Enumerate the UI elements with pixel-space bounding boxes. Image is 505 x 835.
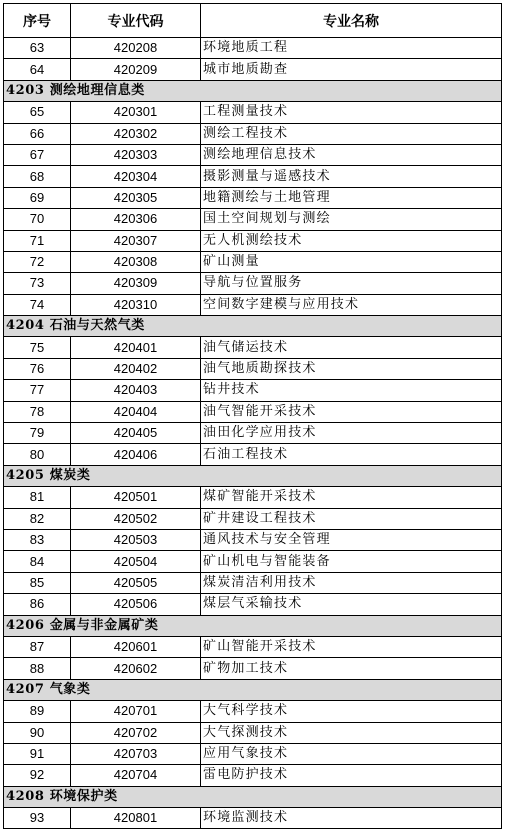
table-row bbox=[4, 508, 502, 529]
table-row bbox=[4, 59, 502, 80]
category-row bbox=[4, 615, 502, 636]
category-label: 4208 环境保护类 bbox=[4, 786, 502, 807]
name-cell: 雷电防护技术 bbox=[201, 765, 502, 786]
table-row bbox=[4, 230, 502, 251]
name-cell: 国土空间规划与测绘 bbox=[201, 209, 502, 230]
category-row bbox=[4, 786, 502, 807]
seq-cell: 91 bbox=[4, 743, 71, 764]
seq-cell: 72 bbox=[4, 251, 71, 272]
name-cell: 矿山测量 bbox=[201, 251, 502, 272]
code-cell: 420301 bbox=[71, 102, 201, 123]
table-row bbox=[4, 808, 502, 829]
name-cell: 煤层气采输技术 bbox=[201, 594, 502, 615]
name-cell: 石油工程技术 bbox=[201, 444, 502, 465]
table-row bbox=[4, 187, 502, 208]
seq-cell: 77 bbox=[4, 380, 71, 401]
table-row bbox=[4, 294, 502, 315]
category-row bbox=[4, 679, 502, 700]
seq-cell: 86 bbox=[4, 594, 71, 615]
code-cell: 420403 bbox=[71, 380, 201, 401]
seq-cell: 82 bbox=[4, 508, 71, 529]
table-row bbox=[4, 444, 502, 465]
name-cell: 通风技术与安全管理 bbox=[201, 529, 502, 550]
seq-cell: 79 bbox=[4, 423, 71, 444]
name-cell: 矿山智能开采技术 bbox=[201, 636, 502, 657]
seq-cell: 92 bbox=[4, 765, 71, 786]
seq-cell: 80 bbox=[4, 444, 71, 465]
code-cell: 420501 bbox=[71, 487, 201, 508]
table-row bbox=[4, 166, 502, 187]
table-row bbox=[4, 636, 502, 657]
name-cell: 工程测量技术 bbox=[201, 102, 502, 123]
seq-cell: 76 bbox=[4, 358, 71, 379]
table-row bbox=[4, 765, 502, 786]
code-cell: 420704 bbox=[71, 765, 201, 786]
name-cell: 大气探测技术 bbox=[201, 722, 502, 743]
name-cell: 摄影测量与遥感技术 bbox=[201, 166, 502, 187]
header-seq: 序号 bbox=[4, 4, 71, 38]
code-cell: 420303 bbox=[71, 144, 201, 165]
seq-cell: 63 bbox=[4, 38, 71, 59]
name-cell: 油气地质勘探技术 bbox=[201, 358, 502, 379]
table-row bbox=[4, 209, 502, 230]
category-row bbox=[4, 80, 502, 101]
table-row bbox=[4, 701, 502, 722]
table-row bbox=[4, 722, 502, 743]
code-cell: 420304 bbox=[71, 166, 201, 187]
code-cell: 420505 bbox=[71, 572, 201, 593]
header-code: 专业代码 bbox=[71, 4, 201, 38]
seq-cell: 64 bbox=[4, 59, 71, 80]
category-label: 4205 煤炭类 bbox=[4, 465, 502, 486]
seq-cell: 73 bbox=[4, 273, 71, 294]
category-label: 4207 气象类 bbox=[4, 679, 502, 700]
code-cell: 420404 bbox=[71, 401, 201, 422]
table-row bbox=[4, 337, 502, 358]
code-cell: 420801 bbox=[71, 808, 201, 829]
table-row bbox=[4, 358, 502, 379]
seq-cell: 65 bbox=[4, 102, 71, 123]
table-row bbox=[4, 401, 502, 422]
code-cell: 420502 bbox=[71, 508, 201, 529]
name-cell: 环境地质工程 bbox=[201, 38, 502, 59]
code-cell: 420504 bbox=[71, 551, 201, 572]
code-cell: 420208 bbox=[71, 38, 201, 59]
name-cell: 地籍测绘与土地管理 bbox=[201, 187, 502, 208]
seq-cell: 84 bbox=[4, 551, 71, 572]
table-row bbox=[4, 273, 502, 294]
code-cell: 420305 bbox=[71, 187, 201, 208]
seq-cell: 68 bbox=[4, 166, 71, 187]
code-cell: 420309 bbox=[71, 273, 201, 294]
name-cell: 应用气象技术 bbox=[201, 743, 502, 764]
seq-cell: 88 bbox=[4, 658, 71, 679]
seq-cell: 71 bbox=[4, 230, 71, 251]
code-cell: 420402 bbox=[71, 358, 201, 379]
table-header bbox=[4, 4, 502, 38]
name-cell: 煤矿智能开采技术 bbox=[201, 487, 502, 508]
seq-cell: 93 bbox=[4, 808, 71, 829]
table-row bbox=[4, 529, 502, 550]
seq-cell: 70 bbox=[4, 209, 71, 230]
name-cell: 城市地质勘查 bbox=[201, 59, 502, 80]
seq-cell: 78 bbox=[4, 401, 71, 422]
name-cell: 矿山机电与智能装备 bbox=[201, 551, 502, 572]
table-row bbox=[4, 594, 502, 615]
seq-cell: 75 bbox=[4, 337, 71, 358]
name-cell: 油气智能开采技术 bbox=[201, 401, 502, 422]
category-row bbox=[4, 316, 502, 337]
table-row bbox=[4, 572, 502, 593]
seq-cell: 87 bbox=[4, 636, 71, 657]
name-cell: 导航与位置服务 bbox=[201, 273, 502, 294]
name-cell: 测绘地理信息技术 bbox=[201, 144, 502, 165]
header-row bbox=[4, 4, 502, 38]
code-cell: 420703 bbox=[71, 743, 201, 764]
table-row bbox=[4, 380, 502, 401]
code-cell: 420307 bbox=[71, 230, 201, 251]
table-row bbox=[4, 251, 502, 272]
name-cell: 煤炭清洁利用技术 bbox=[201, 572, 502, 593]
code-cell: 420702 bbox=[71, 722, 201, 743]
code-cell: 420602 bbox=[71, 658, 201, 679]
code-cell: 420306 bbox=[71, 209, 201, 230]
seq-cell: 81 bbox=[4, 487, 71, 508]
category-label: 4203 测绘地理信息类 bbox=[4, 80, 502, 101]
table-row bbox=[4, 423, 502, 444]
code-cell: 420209 bbox=[71, 59, 201, 80]
name-cell: 测绘工程技术 bbox=[201, 123, 502, 144]
major-table bbox=[3, 3, 502, 829]
code-cell: 420401 bbox=[71, 337, 201, 358]
seq-cell: 83 bbox=[4, 529, 71, 550]
table-row bbox=[4, 743, 502, 764]
code-cell: 420601 bbox=[71, 636, 201, 657]
code-cell: 420405 bbox=[71, 423, 201, 444]
table-row bbox=[4, 551, 502, 572]
name-cell: 空间数字建模与应用技术 bbox=[201, 294, 502, 315]
table-body bbox=[4, 38, 502, 829]
seq-cell: 66 bbox=[4, 123, 71, 144]
table-row bbox=[4, 658, 502, 679]
category-label: 4204 石油与天然气类 bbox=[4, 316, 502, 337]
name-cell: 无人机测绘技术 bbox=[201, 230, 502, 251]
code-cell: 420506 bbox=[71, 594, 201, 615]
name-cell: 大气科学技术 bbox=[201, 701, 502, 722]
code-cell: 420310 bbox=[71, 294, 201, 315]
table-row bbox=[4, 102, 502, 123]
name-cell: 油气储运技术 bbox=[201, 337, 502, 358]
name-cell: 矿井建设工程技术 bbox=[201, 508, 502, 529]
code-cell: 420302 bbox=[71, 123, 201, 144]
name-cell: 环境监测技术 bbox=[201, 808, 502, 829]
seq-cell: 74 bbox=[4, 294, 71, 315]
table-row bbox=[4, 144, 502, 165]
name-cell: 油田化学应用技术 bbox=[201, 423, 502, 444]
table-row bbox=[4, 487, 502, 508]
code-cell: 420701 bbox=[71, 701, 201, 722]
table-row bbox=[4, 123, 502, 144]
seq-cell: 67 bbox=[4, 144, 71, 165]
name-cell: 矿物加工技术 bbox=[201, 658, 502, 679]
seq-cell: 85 bbox=[4, 572, 71, 593]
header-name: 专业名称 bbox=[201, 4, 502, 38]
code-cell: 420503 bbox=[71, 529, 201, 550]
seq-cell: 89 bbox=[4, 701, 71, 722]
seq-cell: 69 bbox=[4, 187, 71, 208]
code-cell: 420406 bbox=[71, 444, 201, 465]
category-label: 4206 金属与非金属矿类 bbox=[4, 615, 502, 636]
name-cell: 钻井技术 bbox=[201, 380, 502, 401]
table-row bbox=[4, 38, 502, 59]
code-cell: 420308 bbox=[71, 251, 201, 272]
seq-cell: 90 bbox=[4, 722, 71, 743]
category-row bbox=[4, 465, 502, 486]
